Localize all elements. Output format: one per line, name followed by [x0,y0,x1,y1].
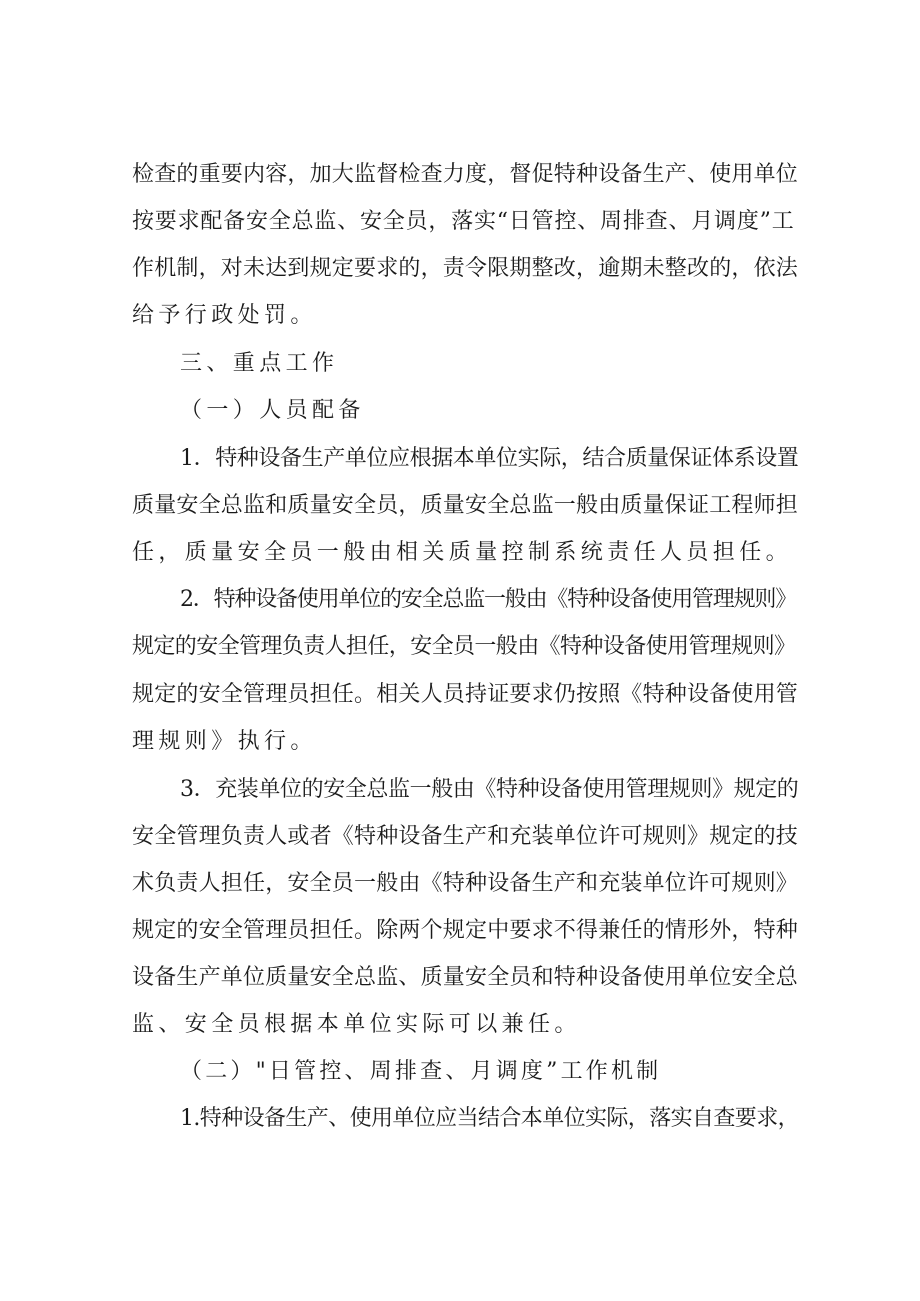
text-line: 质量安全总监和质量安全员，质量安全总监一般由质量保证工程师担 [132,493,799,518]
text-line: 检查的重要内容，加大监督检查力度，督促特种设备生产、使用单位 [132,162,799,187]
text-line: 规定的安全管理员担任。相关人员持证要求仍按照《特种设备使用管 [132,682,799,707]
text-line: 作机制，对未达到规定要求的，责令限期整改，逾期未整改的，依法 [132,256,799,281]
text-line: 给予行政处罚。 [132,303,317,328]
subsection-heading: （二）"日管控、周排查、月调度”工作机制 [180,1059,662,1084]
text-line: 规定的安全管理员担任。除两个规定中要求不得兼任的情形外，特种 [132,918,799,943]
text-line: 3．充装单位的安全总监一般由《特种设备使用管理规则》规定的 [180,777,799,802]
section-heading: 三、重点工作 [180,351,339,376]
text-line: 设备生产单位质量安全总监、质量安全员和特种设备使用单位安全总 [132,965,799,990]
text-line: 1.特种设备生产、使用单位应当结合本单位实际，落实自查要求， [180,1106,799,1131]
text-line: 监、安全员根据本单位实际可以兼任。 [132,1012,581,1037]
text-line: 1．特种设备生产单位应根据本单位实际，结合质量保证体系设置 [180,446,799,471]
text-line: 2．特种设备使用单位的安全总监一般由《特种设备使用管理规则》 [180,587,796,612]
text-line: 理规则》执行。 [132,729,317,754]
text-line: 术负责人担任，安全员一般由《特种设备生产和充装单位许可规则》 [132,871,799,896]
text-line: 规定的安全管理负责人担任，安全员一般由《特种设备使用管理规则》 [132,634,796,659]
text-line: 安全管理负责人或者《特种设备生产和充装单位许可规则》规定的技 [132,824,799,849]
text-line: 任，质量安全员一般由相关质量控制系统责任人员担任。 [132,540,793,565]
subsection-heading: （一）人员配备 [180,398,365,423]
text-line: 按要求配备安全总监、安全员，落实“日管控、周排查、月调度”工 [132,209,795,234]
